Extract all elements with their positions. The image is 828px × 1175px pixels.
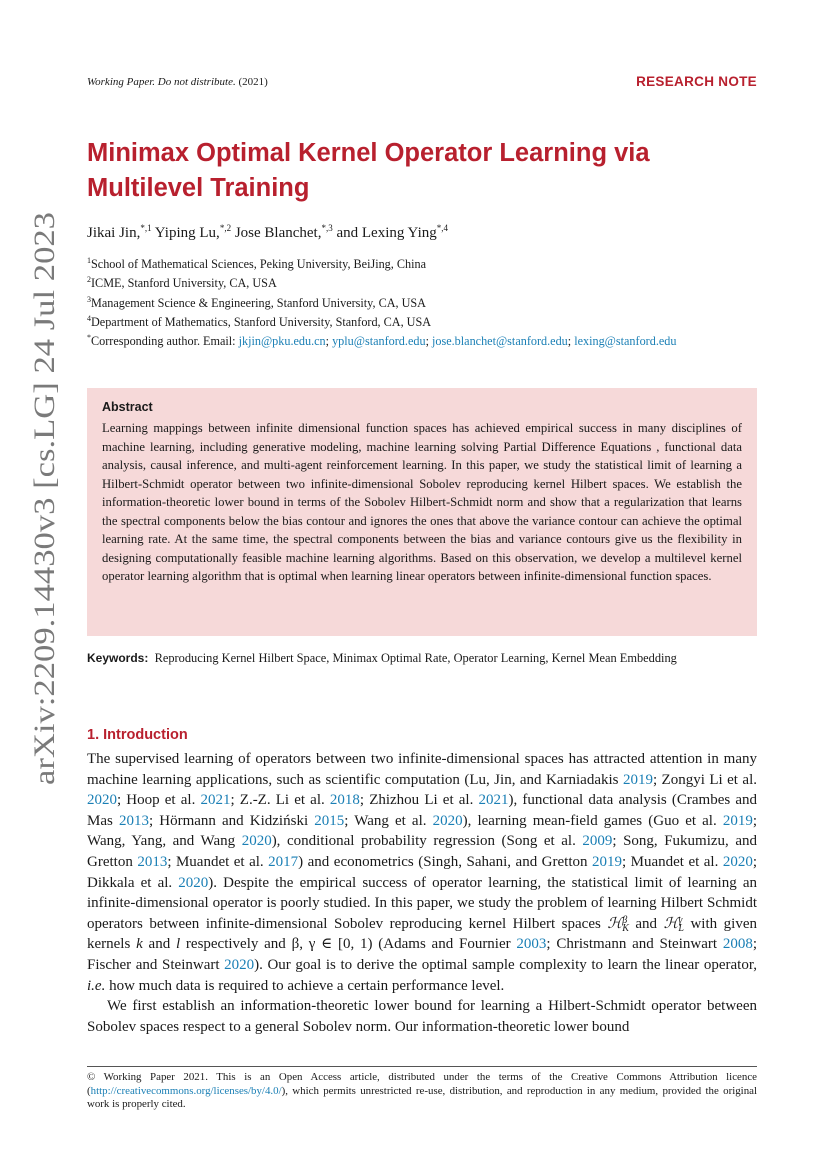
abstract-heading: Abstract [102, 400, 153, 414]
citation-year[interactable]: 2020 [432, 812, 463, 829]
introduction-body [87, 749, 757, 1037]
italic-text: l [175, 936, 181, 953]
abstract-text: Learning mappings between infinite dimensional function spaces has achieved empirical success in many disciplines of machine learning, including generative modeling, machine learning solving Partial Difference Equations , functional data analysis, causal inference, and multi-agent reinforcement learning. In this paper, we study the statistical limit of learning a Hilbert-Schmidt operator between two infinite-dimensional Sobolev reproducing kernel Hilbert spaces. We establish the information-theoretic lower bound in terms of the Sobolev Hilbert-Schmidt norm and show that a regularization that learns the spectral components below the bias contour and ignores the ones that above the variance contour can achieve the optimal learning rate. At the same time, the spectral components between the bias and variance contours give us the flexibility in designing computationally feasible machine learning algorithms. Based on this observation, we develop a multilevel kernel operator learning algorithm that is optimal when learning linear operators between infinite-dimensional function spaces. [102, 421, 742, 583]
paper-title [87, 136, 747, 206]
header-year: (2021) [238, 76, 268, 88]
section-heading-introduction: 1. Introduction [87, 727, 188, 743]
citation-year[interactable]: 2017 [268, 853, 299, 870]
citation-year[interactable]: 2008 [722, 936, 753, 953]
citation-year[interactable]: 2021 [200, 792, 231, 809]
arxiv-side-stamp [16, 212, 66, 785]
citation-year[interactable]: 2019 [592, 853, 622, 870]
email-link[interactable]: jkjin@pku.edu.cn [238, 334, 326, 349]
citation-year[interactable]: 2013 [118, 812, 149, 829]
citation-year[interactable]: 2003 [516, 936, 547, 953]
affiliations [87, 253, 676, 350]
email-link[interactable]: yplu@stanford.edu [332, 334, 426, 349]
title-line: Multilevel Training [87, 174, 310, 202]
italic-text: k [136, 936, 143, 953]
title-line: Minimax Optimal Kernel Operator Learning via [87, 139, 650, 167]
email-link[interactable]: lexing@stanford.edu [574, 334, 677, 349]
header-working-paper: Working Paper. Do not distribute. [87, 76, 236, 88]
affiliation-line: $^4$Department of Mathematics, Stanford University, Stanford, CA, USA [87, 314, 432, 330]
abstract-box [87, 388, 757, 636]
license-footnote: © Working Paper 2021. This is an Open Access article, distributed under the terms of the Creative Commons Attribution licence (http://creativecommons.org/licenses/by/4.0/), which permits unrestricted re-use, distribution, and reproduction in any medium, provided the original work is properly cited. [87, 1071, 757, 1110]
citation-year[interactable]: 2020 [87, 792, 117, 809]
citation-year[interactable]: 2020 [224, 956, 255, 973]
citation-year[interactable]: 2020 [178, 874, 209, 891]
citation-year[interactable]: 2021 [478, 792, 509, 809]
author: and Lexing Ying$^{*,4}$ [336, 223, 448, 241]
math-space: ℋ β K [607, 915, 629, 935]
intro-paragraph-2: We first establish an information-theoretic lower bound for learning a Hilbert-Schmidt operator between Sobolev spaces respect to a general Sobolev norm. Our information-theoretic lower bound [87, 998, 757, 1035]
keywords [87, 651, 677, 666]
footnote-rule [87, 1066, 757, 1067]
author: Jose Blanchet,$^{*,3}$ [234, 223, 333, 241]
author-list [87, 223, 448, 242]
italic-text: i.e. [87, 977, 106, 994]
author: Jikai Jin,$^{*,1}$ [87, 223, 152, 241]
corresponding-author: *Corresponding author. Email: jkjin@pku.edu.cn; yplu@stanford.edu; jose.blanchet@stanford.edu; lexing@stanford.edu [87, 333, 677, 349]
running-header [87, 76, 268, 88]
author: Yiping Lu,$^{*,2}$ [154, 223, 232, 241]
affiliation-line: $^1$School of Mathematical Sciences, Peking University, BeiJing, China [87, 256, 426, 272]
keywords-text: Reproducing Kernel Hilbert Space, Minimax Optimal Rate, Operator Learning, Kernel Mean Embedding [154, 651, 677, 665]
citation-year[interactable]: 2020 [722, 853, 753, 870]
intro-paragraph-1: The supervised learning of operators between two infinite-dimensional spaces has attracted attention in many machine learning applications, such as scientific computation (Lu, Jin, and Karniadakis 2019; Zongyi Li et al. 2020; Hoop et al. 2021; Z.-Z. Li et al. 2018; Zhizhou Li et al. 2021), functional data analysis (Crambes and Mas 2013; Hörmann and Kidziński 2015; Wang et al. 2020), learning mean-field games (Guo et al. 2019; Wang, Yang, and Wang 2020), conditional probability regression (Song et al. 2009; Song, Fukumizu, and Gretton 2013; Muandet et al. 2017) and econometrics (Singh, Sahani, and Gretton 2019; Muandet et al. 2020; Dikkala et al. 2020). Despite the empirical success of operator learning, the statistical limit of learning an infinite-dimensional operator is poorly studied. In this paper, we study the problem of learning Hilbert Schmidt operators between infinite-dimensional Sobolev reproducing kernel Hilbert spaces ℋ β K and ℋ γ L with given kernels k and l respectively and β, γ ∈ [0, 1) (Adams and Fournier 2003; Christmann and Steinwart 2008; Fischer and Steinwart 2020). Our goal is to derive the optimal sample complexity to learn the linear operator, i.e. how much data is required to achieve a certain performance level. [87, 751, 758, 994]
license-link[interactable]: http://creativecommons.org/licenses/by/4.0/ [90, 1084, 282, 1097]
citation-year[interactable]: 2020 [241, 833, 272, 850]
citation-year[interactable]: 2019 [622, 771, 653, 788]
citation-year[interactable]: 2015 [314, 812, 345, 829]
research-note-label: RESEARCH NOTE [636, 74, 757, 89]
keywords-label: Keywords: [87, 651, 149, 665]
affiliation-line: $^2$ICME, Stanford University, CA, USA [87, 275, 277, 291]
citation-year[interactable]: 2019 [722, 812, 753, 829]
citation-year[interactable]: 2013 [137, 853, 168, 870]
email-link[interactable]: jose.blanchet@stanford.edu [432, 334, 568, 349]
citation-year[interactable]: 2018 [329, 792, 360, 809]
citation-year[interactable]: 2009 [582, 833, 613, 850]
math-space: ℋ γ L [663, 915, 684, 935]
arxiv-id-text: arXiv:2209.14430v3 [cs.LG] 24 Jul 2023 [28, 288, 61, 785]
affiliation-line: $^3$Management Science & Engineering, Stanford University, CA, USA [87, 294, 426, 310]
